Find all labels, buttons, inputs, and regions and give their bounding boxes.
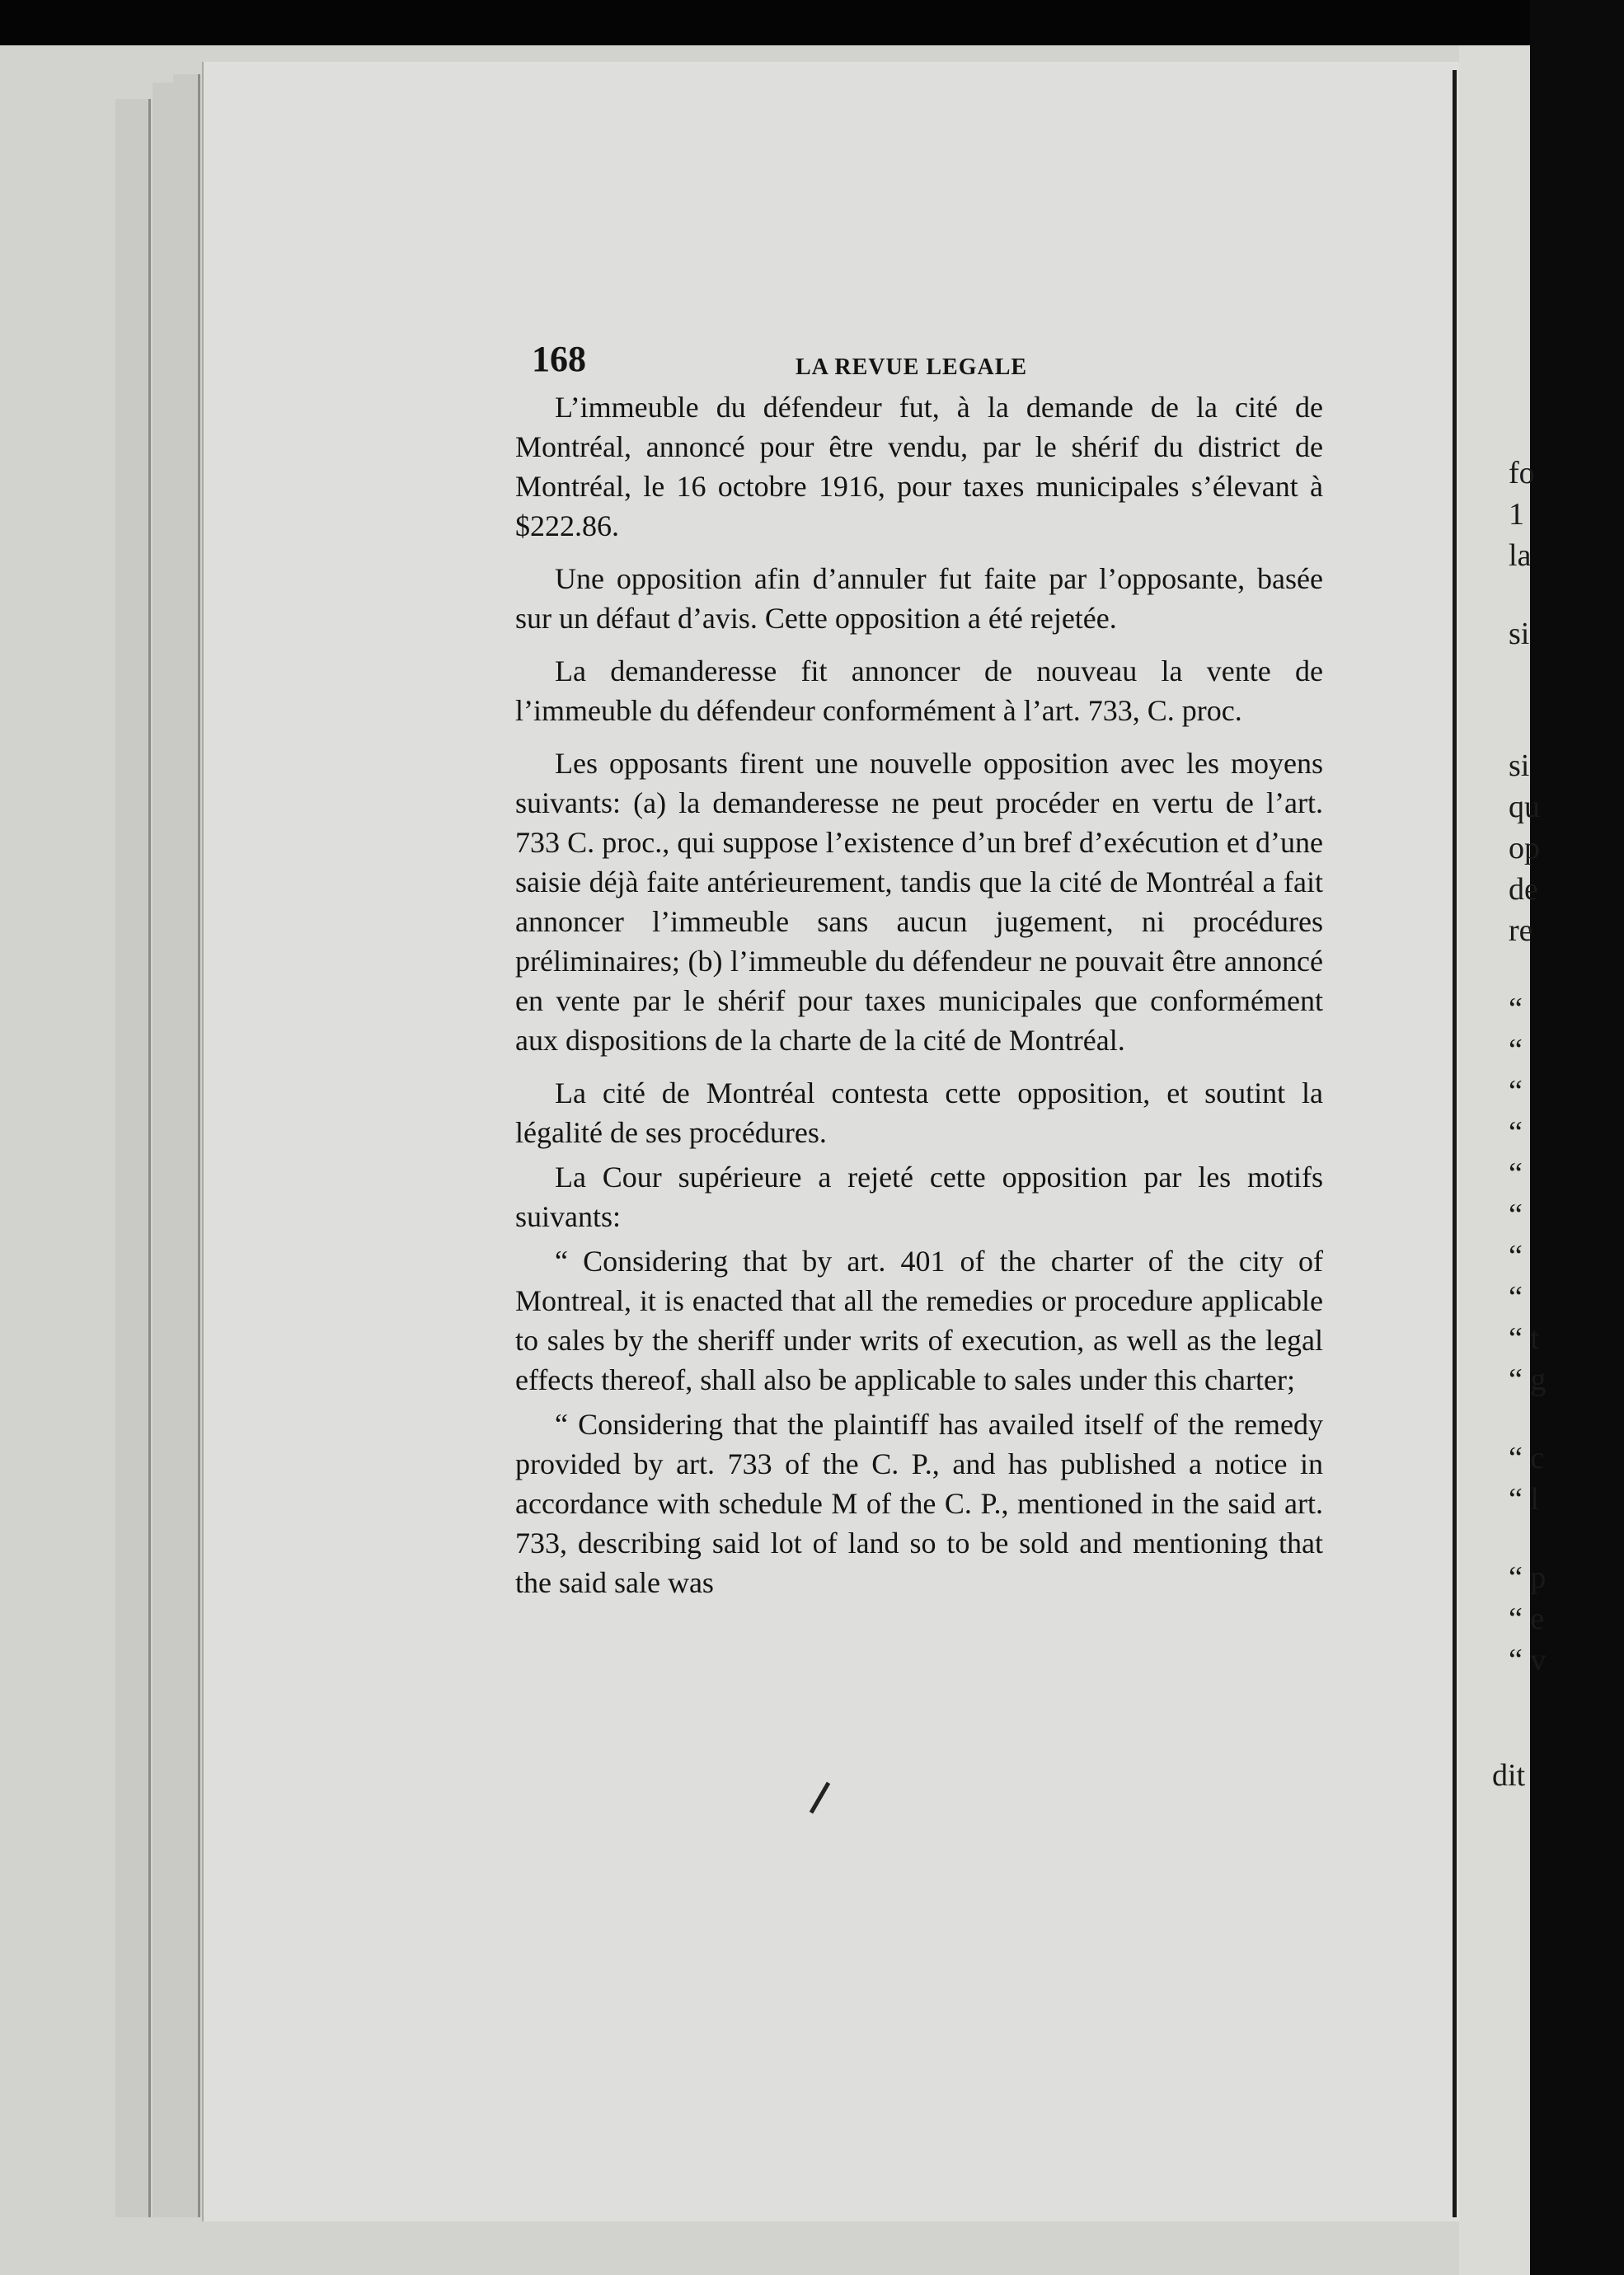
adjacent-fragment: de — [1509, 872, 1538, 907]
quoted-paragraph: “ Considering that by art. 401 of the charter of the city of Montreal, it is enacted that all the remedies or procedure applicable to sales by the sheriff under writs of execution, as well as the legal effects thereof, shall also be applicable to sales under this charter; — [515, 1245, 1323, 1396]
adjacent-page — [1459, 45, 1547, 2275]
scan-top-border — [0, 0, 1530, 49]
stacked-page-edge — [115, 99, 151, 2217]
body-paragraph: Les opposants firent une nouvelle opposition avec les moyens suivants: (a) la demanderesse ne peut procéder en vertu de l’art. 733 C. proc., qui suppose l’existence d’un bref d’exécution et d’une saisie déjà faite antérieurement, tandis que la cité de Montréal a fait annoncer l’immeuble sans aucun jugement, ni procédures préliminaires; (b) l’immeuble du défendeur ne pouvait être annoncé en vente par le shérif pour taxes municipales que conformément aux dispositions de la charte de la cité de Montréal. — [515, 747, 1323, 1057]
adjacent-fragment: “ c — [1509, 1441, 1545, 1475]
stacked-page-edge — [153, 82, 176, 2217]
adjacent-fragment: 1 — [1509, 497, 1524, 532]
adjacent-fragment: “ l — [1509, 1482, 1539, 1517]
page-number: 168 — [532, 339, 586, 379]
running-head — [515, 330, 1323, 387]
adjacent-fragment: qu — [1509, 790, 1540, 824]
journal-title: LA REVUE LEGALE — [796, 354, 1028, 380]
adjacent-fragment: “ — [1509, 1074, 1523, 1109]
body-paragraph: La Cour supérieure a rejeté cette opposition par les motifs suivants: — [515, 1161, 1323, 1233]
adjacent-fragment: si — [1509, 617, 1530, 651]
adjacent-fragment: “ — [1509, 1198, 1523, 1232]
adjacent-fragment: “ v — [1509, 1643, 1547, 1677]
adjacent-fragment: “ p — [1509, 1560, 1547, 1595]
adjacent-fragment: “ — [1509, 1239, 1523, 1274]
page-gutter — [1453, 70, 1457, 2217]
adjacent-fragment: “ g — [1509, 1363, 1547, 1397]
adjacent-fragment: re — [1509, 913, 1533, 948]
adjacent-fragment: “ t — [1509, 1321, 1539, 1356]
body-paragraph: La demanderesse fit annoncer de nouveau la vente de l’immeuble du défendeur conformément à l’art. 733, C. proc. — [515, 654, 1323, 727]
page-content — [515, 330, 1323, 1607]
adjacent-fragment: op — [1509, 831, 1540, 865]
quoted-paragraph: “ Considering that the plaintiff has availed itself of the remedy provided by art. 733 of the C. P., and has published a notice in accordance with schedule M of the C. P., mentioned in the said art. 733, describing said lot of land so to be sold and mentioning that the said sale was — [515, 1408, 1323, 1599]
adjacent-fragment: fo — [1509, 456, 1535, 490]
body-paragraph: La cité de Montréal contesta cette opposition, et soutint la légalité de ses procédures. — [515, 1077, 1323, 1149]
body-paragraph: Une opposition afin d’annuler fut faite par l’opposante, basée sur un défaut d’avis. Cette opposition a été rejetée. — [515, 562, 1323, 635]
adjacent-fragment: “ e — [1509, 1602, 1545, 1636]
adjacent-fragment: “ — [1509, 1280, 1523, 1315]
adjacent-fragment: si — [1509, 748, 1530, 783]
adjacent-fragment: “ — [1509, 1156, 1523, 1191]
stacked-page-edge — [173, 74, 200, 2217]
adjacent-fragment: la — [1509, 538, 1532, 573]
adjacent-fragment: “ — [1509, 992, 1523, 1026]
adjacent-fragment: “ — [1509, 1115, 1523, 1150]
adjacent-fragment: “ — [1509, 1033, 1523, 1067]
adjacent-fragment: dit — [1492, 1758, 1526, 1793]
adjacent-page-text — [1459, 45, 1624, 2275]
body-paragraph: L’immeuble du défendeur fut, à la demande de la cité de Montréal, annoncé pour être vendu, par le shérif du district de Montréal, le 16 octobre 1916, pour taxes municipales s’élevant à $222.86. — [515, 391, 1323, 542]
